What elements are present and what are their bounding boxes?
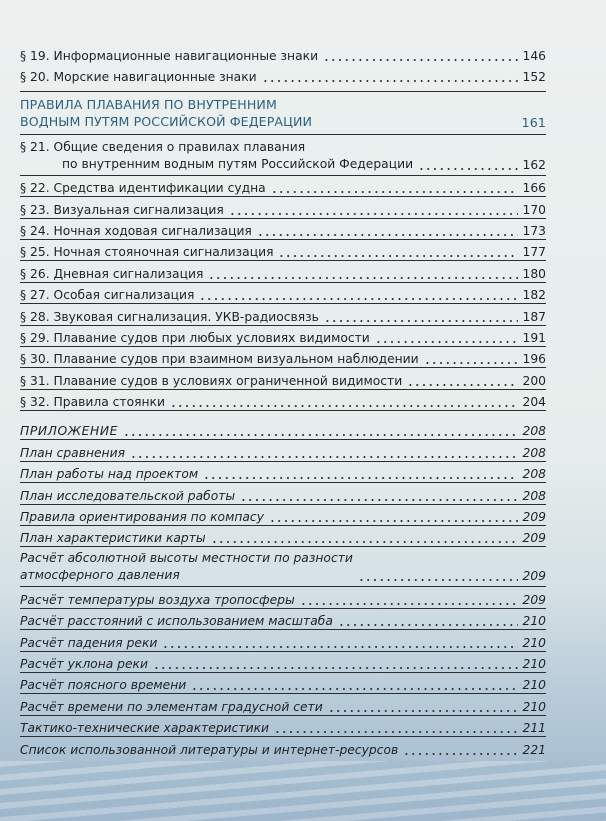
appendix-heading-entry[interactable] (20, 419, 546, 439)
entry-title: § 31. Плавание судов в условиях ограниченной видимости (20, 373, 403, 388)
leader-dots (130, 456, 518, 458)
appendix-entry[interactable] (20, 609, 546, 629)
entry-rule (20, 546, 546, 547)
toc-entry[interactable] (20, 219, 546, 239)
entry-title: § 32. Правила стоянки (20, 395, 165, 410)
toc-entry[interactable] (20, 261, 546, 281)
toc-entry[interactable] (20, 197, 546, 217)
entry-title: § 25. Ночная стояночная сигнализация (20, 245, 274, 260)
entry-page: 210 (522, 614, 546, 629)
entry-page: 162 (522, 157, 546, 172)
leader-dots (269, 520, 518, 522)
entry-page: 200 (522, 373, 546, 388)
entry-title: Список использованной литературы и интернет-ресурсов (20, 742, 399, 757)
appendix-page: 208 (522, 424, 546, 439)
leader-dots (407, 384, 517, 386)
entry-page: 180 (522, 266, 546, 281)
entry-page: 204 (522, 395, 546, 410)
appendix-entry[interactable] (20, 440, 546, 460)
toc-entry[interactable] (20, 283, 546, 303)
entry-title: § 20. Морские навигационные знаки (20, 69, 257, 84)
entry-page: 209 (522, 531, 546, 546)
leader-dots (328, 710, 518, 712)
entry-title: § 19. Информационные навигационные знаки (20, 49, 319, 64)
leader-dots (153, 667, 518, 669)
leader-dots (358, 579, 518, 581)
toc-entry[interactable] (20, 326, 546, 346)
table-of-contents (20, 44, 546, 758)
entry-title: § 28. Звуковая сигнализация. УКВ-радиосвязь (20, 309, 319, 324)
toc-entry[interactable] (20, 390, 546, 410)
entry-title: План сравнения (20, 445, 125, 460)
appendix-entry[interactable] (20, 587, 546, 607)
entry-page: 210 (522, 699, 546, 714)
leader-dots (162, 646, 517, 648)
water-illustration (0, 761, 606, 821)
appendix-entry[interactable] (20, 483, 546, 503)
toc-entry[interactable] (20, 304, 546, 324)
appendix-entry[interactable] (20, 737, 546, 757)
entry-page: 210 (522, 656, 546, 671)
section-rule-top (20, 91, 546, 92)
entry-title: Расчёт расстояний с использованием масштаба (20, 614, 333, 629)
entry-page: 208 (522, 467, 546, 482)
toc-entry[interactable] (20, 176, 546, 196)
section-title-line1: ПРАВИЛА ПЛАВАНИЯ ПО ВНУТРЕННИМ (20, 96, 277, 112)
entry-title: Расчёт температуры воздуха тропосферы (20, 592, 295, 607)
toc-entry[interactable] (20, 240, 546, 260)
leader-dots (278, 255, 517, 257)
leader-dots (300, 603, 518, 605)
section-heading[interactable] (20, 96, 546, 130)
entry-page: 187 (522, 309, 546, 324)
appendix-entry[interactable] (20, 505, 546, 525)
entry-page: 209 (522, 592, 546, 607)
toc-entry[interactable] (20, 139, 546, 173)
leader-dots (240, 499, 517, 501)
leader-dots (211, 541, 518, 543)
entry-title-line1: Расчёт абсолютной высоты местности по разности (20, 551, 353, 566)
entry-page: 208 (522, 488, 546, 503)
entry-title: Правила ориентирования по компасу (20, 510, 264, 525)
appendix-entry[interactable] (20, 673, 546, 693)
entry-rule (20, 410, 546, 411)
leader-dots (262, 80, 518, 82)
entry-page: 146 (522, 49, 546, 64)
leader-dots (199, 298, 517, 300)
leader-dots (257, 234, 518, 236)
leader-dots (208, 277, 517, 279)
entry-title: § 24. Ночная ходовая сигнализация (20, 223, 252, 238)
entry-page: 170 (522, 202, 546, 217)
leader-dots (375, 341, 518, 343)
entry-page: 210 (522, 678, 546, 693)
entry-page: 152 (522, 69, 546, 84)
entry-title: План характеристики карты (20, 531, 206, 546)
entry-page: 182 (522, 288, 546, 303)
entry-page: 173 (522, 223, 546, 238)
leader-dots (324, 320, 518, 322)
appendix-entry[interactable] (20, 694, 546, 714)
section-rule-bottom (20, 134, 546, 135)
leader-dots (418, 168, 517, 170)
entry-title: § 30. Плавание судов при взаимном визуальном наблюдении (20, 352, 419, 367)
entry-page: 211 (522, 721, 546, 736)
entry-title-line2: атмосферного давления (20, 568, 180, 583)
leader-dots (170, 405, 518, 407)
appendix-entry[interactable] (20, 526, 546, 546)
entry-page: 210 (522, 635, 546, 650)
appendix-heading: ПРИЛОЖЕНИЕ (20, 424, 119, 439)
toc-entry[interactable] (20, 347, 546, 367)
entry-page: 208 (522, 445, 546, 460)
leader-dots (123, 434, 517, 436)
entry-title: § 26. Дневная сигнализация (20, 266, 204, 281)
entry-page: 209 (522, 510, 546, 525)
entry-title: § 23. Визуальная сигнализация (20, 202, 224, 217)
entry-title: Расчёт времени по элементам градусной сети (20, 699, 323, 714)
entry-title: Тактико-технические характеристики (20, 721, 269, 736)
entry-page: 191 (522, 330, 546, 345)
leader-dots (191, 688, 517, 690)
entry-title: План работы над проектом (20, 467, 199, 482)
leader-dots (323, 59, 517, 61)
leader-dots (274, 731, 518, 733)
leader-dots (338, 624, 518, 626)
appendix-entry[interactable] (20, 550, 546, 584)
entry-title-line2: по внутренним водным путям Российской Федерации (62, 156, 414, 171)
entry-page: 209 (522, 569, 546, 584)
leader-dots (271, 191, 518, 193)
leader-dots (229, 213, 518, 215)
leader-dots (203, 477, 517, 479)
toc-entry[interactable] (20, 64, 546, 84)
entry-page: 166 (522, 181, 546, 196)
appendix-entry[interactable] (20, 716, 546, 736)
appendix-entry[interactable] (20, 630, 546, 650)
entry-title-line1: § 21. Общие сведения о правилах плавания (20, 139, 306, 154)
entry-title: § 27. Особая сигнализация (20, 288, 195, 303)
toc-entry[interactable] (20, 44, 546, 64)
appendix-entry[interactable] (20, 652, 546, 672)
entry-title: § 22. Средства идентификации судна (20, 181, 266, 196)
section-title-line2: ВОДНЫМ ПУТЯМ РОССИЙСКОЙ ФЕДЕРАЦИИ (20, 113, 313, 129)
entry-page: 221 (522, 742, 546, 757)
toc-entry[interactable] (20, 368, 546, 388)
section-page: 161 (521, 114, 546, 130)
entry-title: Расчёт уклона реки (20, 656, 148, 671)
entry-page: 177 (522, 245, 546, 260)
appendix-entry[interactable] (20, 462, 546, 482)
entry-page: 196 (522, 352, 546, 367)
entry-title: Расчёт поясного времени (20, 678, 187, 693)
leader-dots (424, 362, 518, 364)
entry-title: § 29. Плавание судов при любых условиях видимости (20, 330, 370, 345)
entry-title: Расчёт падения реки (20, 635, 158, 650)
entry-title: План исследовательской работы (20, 488, 236, 503)
leader-dots (403, 753, 517, 755)
